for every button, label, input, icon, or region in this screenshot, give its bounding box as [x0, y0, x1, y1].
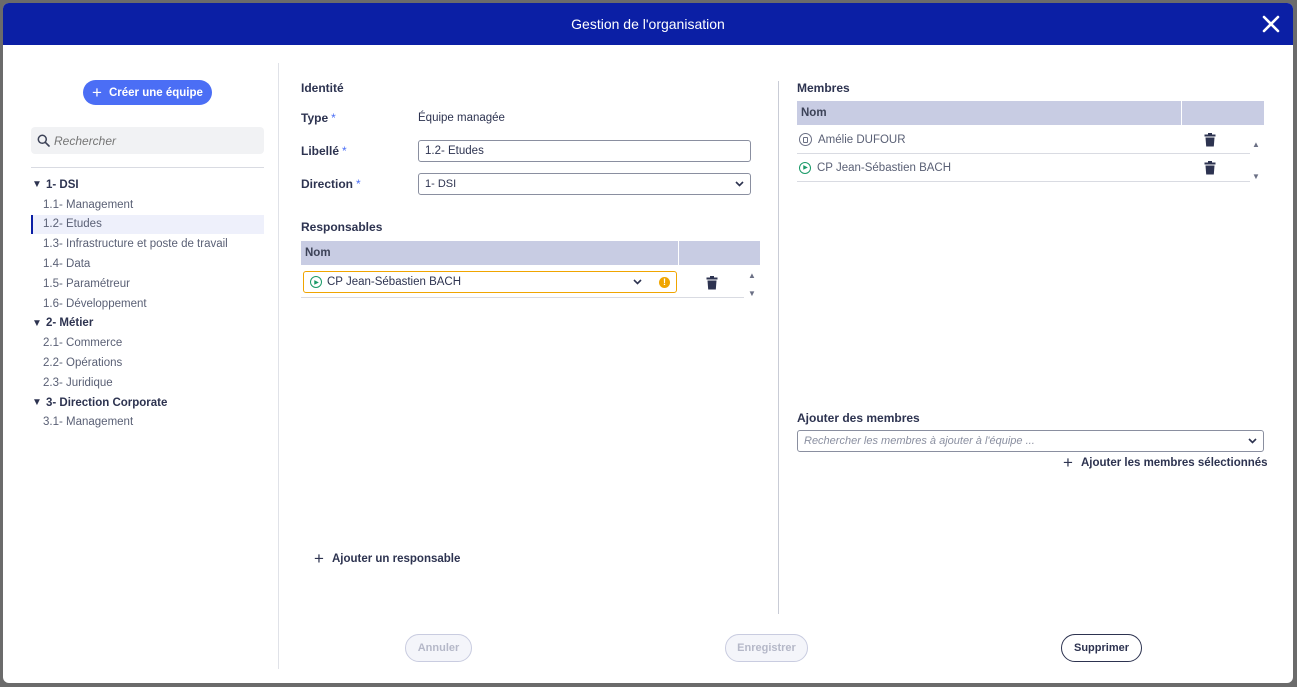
direction-label [301, 177, 361, 191]
scroll-arrows[interactable] [747, 267, 757, 303]
tree-item-operations[interactable] [31, 353, 264, 373]
add-selected-label: Ajouter les membres sélectionnés [1080, 457, 1268, 469]
table-row [301, 266, 744, 298]
close-icon[interactable] [1259, 12, 1283, 36]
tree-label: 1.6- Développement [43, 297, 147, 310]
divider [31, 167, 264, 168]
table-row[interactable] [797, 154, 1250, 182]
divider [778, 81, 779, 614]
arrow-down-icon[interactable]: ▼ [1252, 172, 1260, 181]
lock-icon [799, 133, 812, 146]
create-team-button[interactable] [83, 80, 212, 105]
member-search-select[interactable] [797, 430, 1264, 452]
organisation-modal [3, 3, 1293, 683]
libelle-field[interactable]: 1.2- Etudes [418, 140, 751, 162]
cancel-button[interactable]: Annuler [405, 634, 472, 662]
modal-title: Gestion de l'organisation [571, 16, 725, 32]
column-header-nom: Nom [797, 101, 1182, 125]
arrow-up-icon[interactable]: ▲ [748, 271, 756, 280]
scroll-arrows[interactable] [1251, 129, 1261, 193]
tree-item-infrastructure[interactable] [31, 234, 264, 254]
libelle-label [301, 144, 347, 158]
tree-label: 1.3- Infrastructure et poste de travail [43, 238, 228, 251]
member-search-placeholder: Rechercher les membres à ajouter à l'équipe ... [804, 435, 1035, 447]
direction-select[interactable] [418, 173, 751, 195]
tree-label: 2.2- Opérations [43, 357, 123, 370]
column-header-actions [679, 241, 760, 265]
add-responsable-button[interactable] [314, 549, 460, 569]
tree-item-management-corporate[interactable] [31, 413, 264, 433]
tree-group-dsi[interactable] [31, 175, 264, 195]
responsables-table-header [301, 241, 760, 265]
trash-icon[interactable] [706, 276, 718, 290]
chevron-down-icon[interactable]: ▼ [32, 317, 42, 329]
identity-title: Identité [301, 81, 344, 95]
label-text: Direction [301, 177, 354, 191]
team-search-input[interactable] [54, 134, 254, 148]
tree-label: 1.1- Management [43, 198, 134, 211]
label-text: Libellé [301, 144, 340, 158]
tree-label: 1.4- Data [43, 258, 91, 271]
membres-title: Membres [797, 81, 850, 95]
responsable-name: CP Jean-Sébastien BACH [327, 276, 462, 288]
column-header-actions [1182, 101, 1264, 125]
divider [278, 63, 279, 669]
delete-button[interactable]: Supprimer [1061, 634, 1142, 662]
modal-header [3, 3, 1293, 45]
add-selected-members-button[interactable] [1063, 453, 1268, 473]
trash-icon[interactable] [1204, 161, 1216, 175]
tree-group-direction-corporate[interactable] [31, 393, 264, 413]
tree-item-management[interactable] [31, 195, 264, 215]
tree-label: 1.5- Paramétreur [43, 277, 130, 290]
plus-icon: + [314, 549, 324, 568]
chevron-down-icon [633, 276, 642, 288]
add-membres-title: Ajouter des membres [797, 411, 920, 425]
add-responsable-label: Ajouter un responsable [331, 553, 461, 565]
tree-item-developpement[interactable] [31, 294, 264, 314]
tree-label: 2.3- Juridique [43, 376, 113, 389]
chevron-down-icon[interactable]: ▼ [32, 179, 42, 191]
table-row[interactable] [797, 126, 1250, 154]
tree-label: 1.2- Etudes [43, 218, 102, 231]
tree-item-juridique[interactable] [31, 373, 264, 393]
column-header-nom: Nom [301, 241, 679, 265]
tree-group-metier[interactable] [31, 314, 264, 334]
member-name: Amélie DUFOUR [818, 133, 906, 146]
required-mark: * [331, 111, 336, 125]
search-icon [37, 134, 50, 147]
arrow-up-icon[interactable]: ▲ [1252, 140, 1260, 149]
type-value: Équipe managée [418, 112, 505, 124]
plus-icon: + [92, 82, 102, 102]
tree-label: 3.1- Management [43, 416, 134, 429]
responsable-select[interactable] [303, 271, 677, 293]
play-icon: ▶ [310, 276, 322, 288]
chevron-down-icon [735, 179, 744, 189]
team-sidebar [3, 45, 279, 671]
tree-item-parametreur[interactable] [31, 274, 264, 294]
tree-item-etudes[interactable] [31, 215, 264, 235]
tree-item-commerce[interactable] [31, 333, 264, 353]
chevron-down-icon[interactable]: ▼ [32, 397, 42, 409]
member-name: CP Jean-Sébastien BACH [817, 161, 952, 174]
tree-label: 2- Métier [46, 317, 94, 330]
create-team-label: Créer une équipe [108, 86, 203, 99]
label-text: Type [301, 111, 329, 125]
plus-icon: + [1063, 453, 1073, 472]
membres-table-header [797, 101, 1264, 125]
chevron-down-icon [1248, 436, 1257, 446]
team-tree [31, 175, 264, 432]
direction-value: 1- DSI [425, 178, 457, 190]
team-search[interactable] [31, 127, 264, 154]
tree-label: 1- DSI [46, 178, 79, 191]
responsables-title: Responsables [301, 220, 383, 234]
tree-label: 3- Direction Corporate [46, 396, 168, 409]
save-button[interactable]: Enregistrer [725, 634, 808, 662]
required-mark: * [342, 144, 347, 158]
tree-item-data[interactable] [31, 254, 264, 274]
type-label [301, 111, 336, 125]
arrow-down-icon[interactable]: ▼ [748, 289, 756, 298]
trash-icon[interactable] [1204, 133, 1216, 147]
required-mark: * [356, 177, 361, 191]
tree-label: 2.1- Commerce [43, 337, 123, 350]
play-icon: ▶ [799, 162, 811, 174]
warning-icon: ! [659, 277, 670, 288]
